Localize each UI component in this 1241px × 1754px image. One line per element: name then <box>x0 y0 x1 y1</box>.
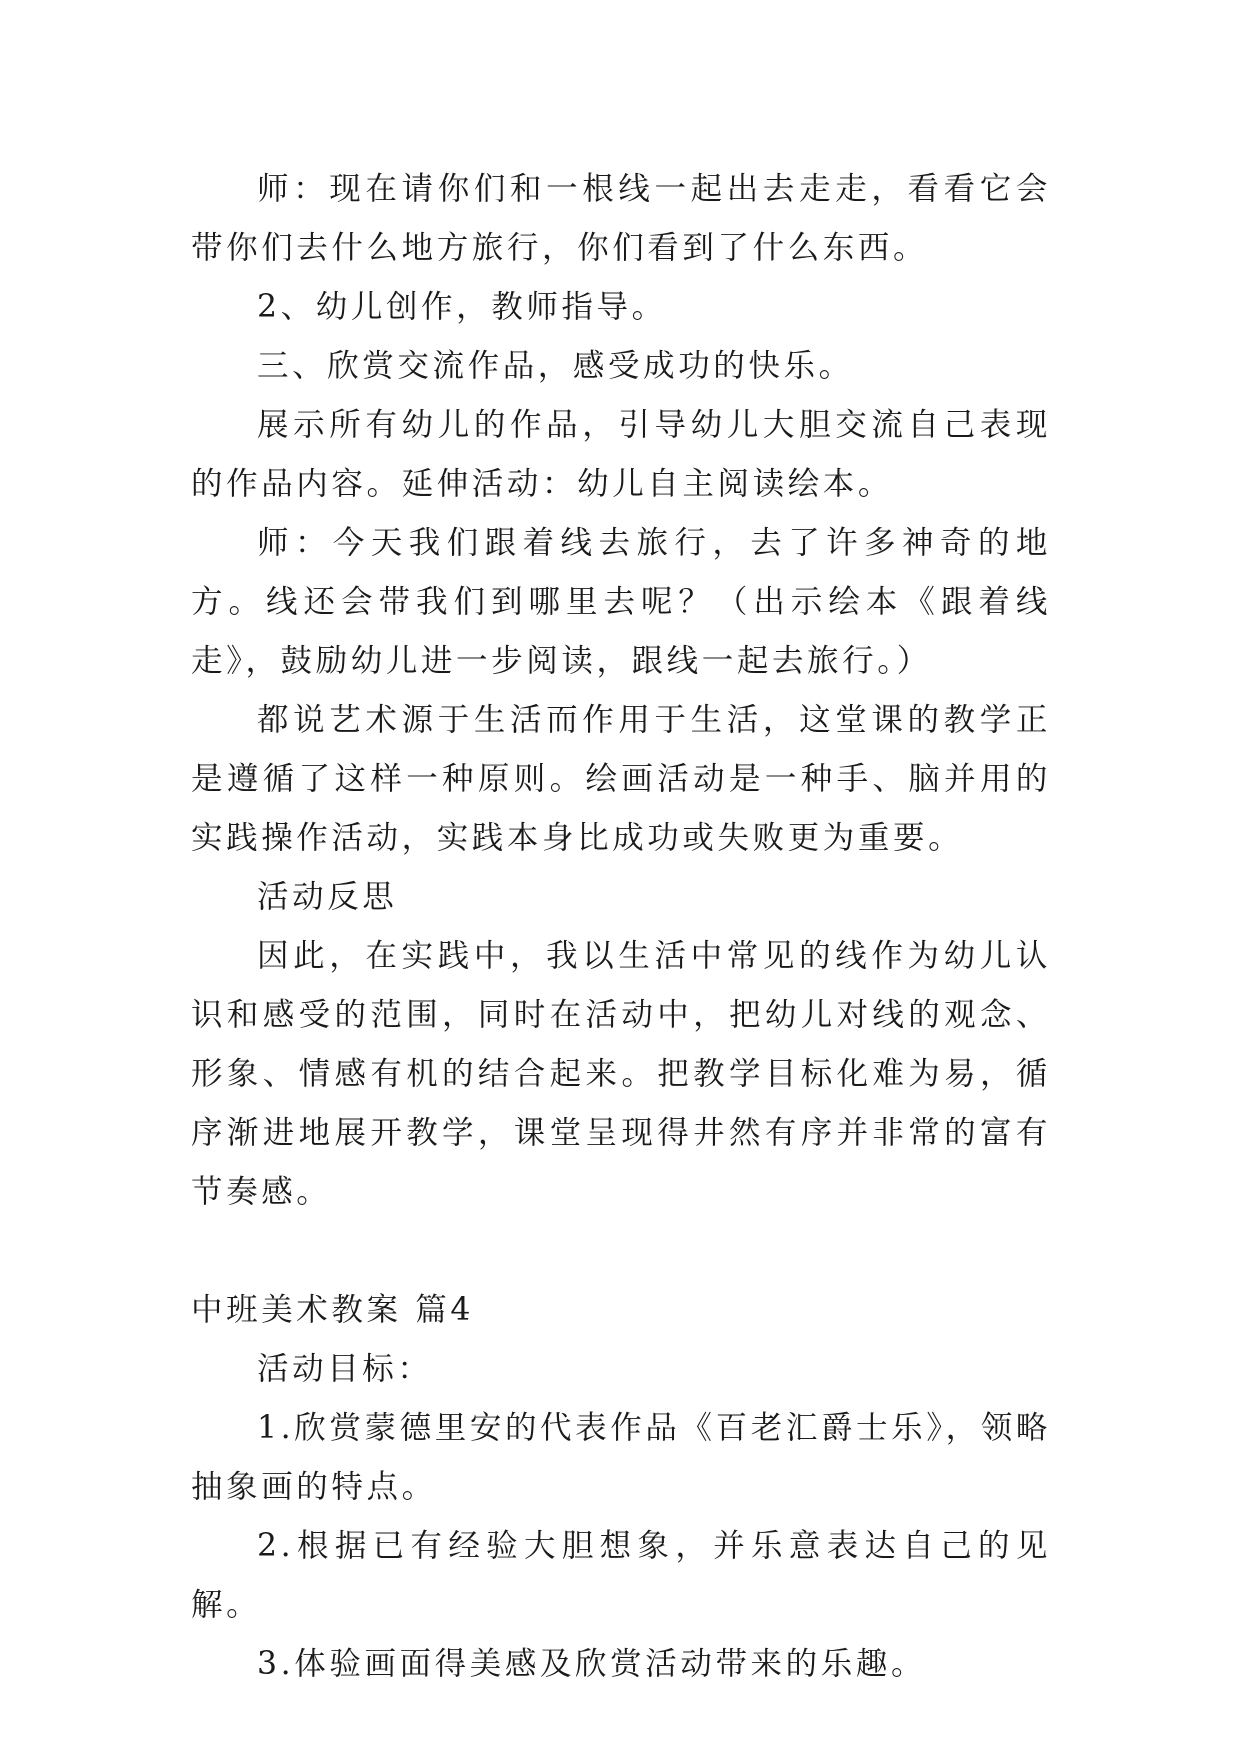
paragraph-goals-title: 活动目标： <box>257 1351 433 1387</box>
section-heading: 中班美术教案 篇4 <box>191 1292 474 1328</box>
paragraph-art-principle: 都说艺术源于生活而作用于生活，这堂课的教学正是遵循了这样一种原则。绘画活动是一种手、脑并用的实践操作活动，实践本身比成功或失败更为重要。 <box>191 702 1051 856</box>
paragraph-goal-3: 3.体验画面得美感及欣赏活动带来的乐趣。 <box>257 1646 927 1682</box>
paragraph-step-2: 2、幼儿创作，教师指导。 <box>257 289 667 325</box>
paragraph-goal-2: 2.根据已有经验大胆想象，并乐意表达自己的见解。 <box>191 1528 1051 1623</box>
paragraph-teacher-instruction: 师：现在请你们和一根线一起出去走走，看看它会带你们去什么地方旅行，你们看到了什么东西。 <box>191 171 1051 266</box>
paragraph-step-3: 三、欣赏交流作品，感受成功的快乐。 <box>257 348 854 384</box>
paragraph-goal-1: 1.欣赏蒙德里安的代表作品《百老汇爵士乐》，领略抽象画的特点。 <box>191 1410 1051 1505</box>
paragraph-display-works: 展示所有幼儿的作品，引导幼儿大胆交流自己表现的作品内容。延伸活动：幼儿自主阅读绘本。 <box>191 407 1051 502</box>
paragraph-reflection-title: 活动反思 <box>257 879 398 915</box>
paragraph-teacher-summary: 师：今天我们跟着线去旅行，去了许多神奇的地方。线还会带我们到哪里去呢？（出示绘本《跟着线走》，鼓励幼儿进一步阅读，跟线一起去旅行。） <box>191 525 1051 679</box>
paragraph-reflection-body: 因此，在实践中，我以生活中常见的线作为幼儿认识和感受的范围，同时在活动中，把幼儿对线的观念、形象、情感有机的结合起来。把教学目标化难为易，循序渐进地展开教学，课堂呈现得井然有序并非常的富有节奏感。 <box>191 938 1051 1210</box>
document-body <box>191 160 1051 1694</box>
